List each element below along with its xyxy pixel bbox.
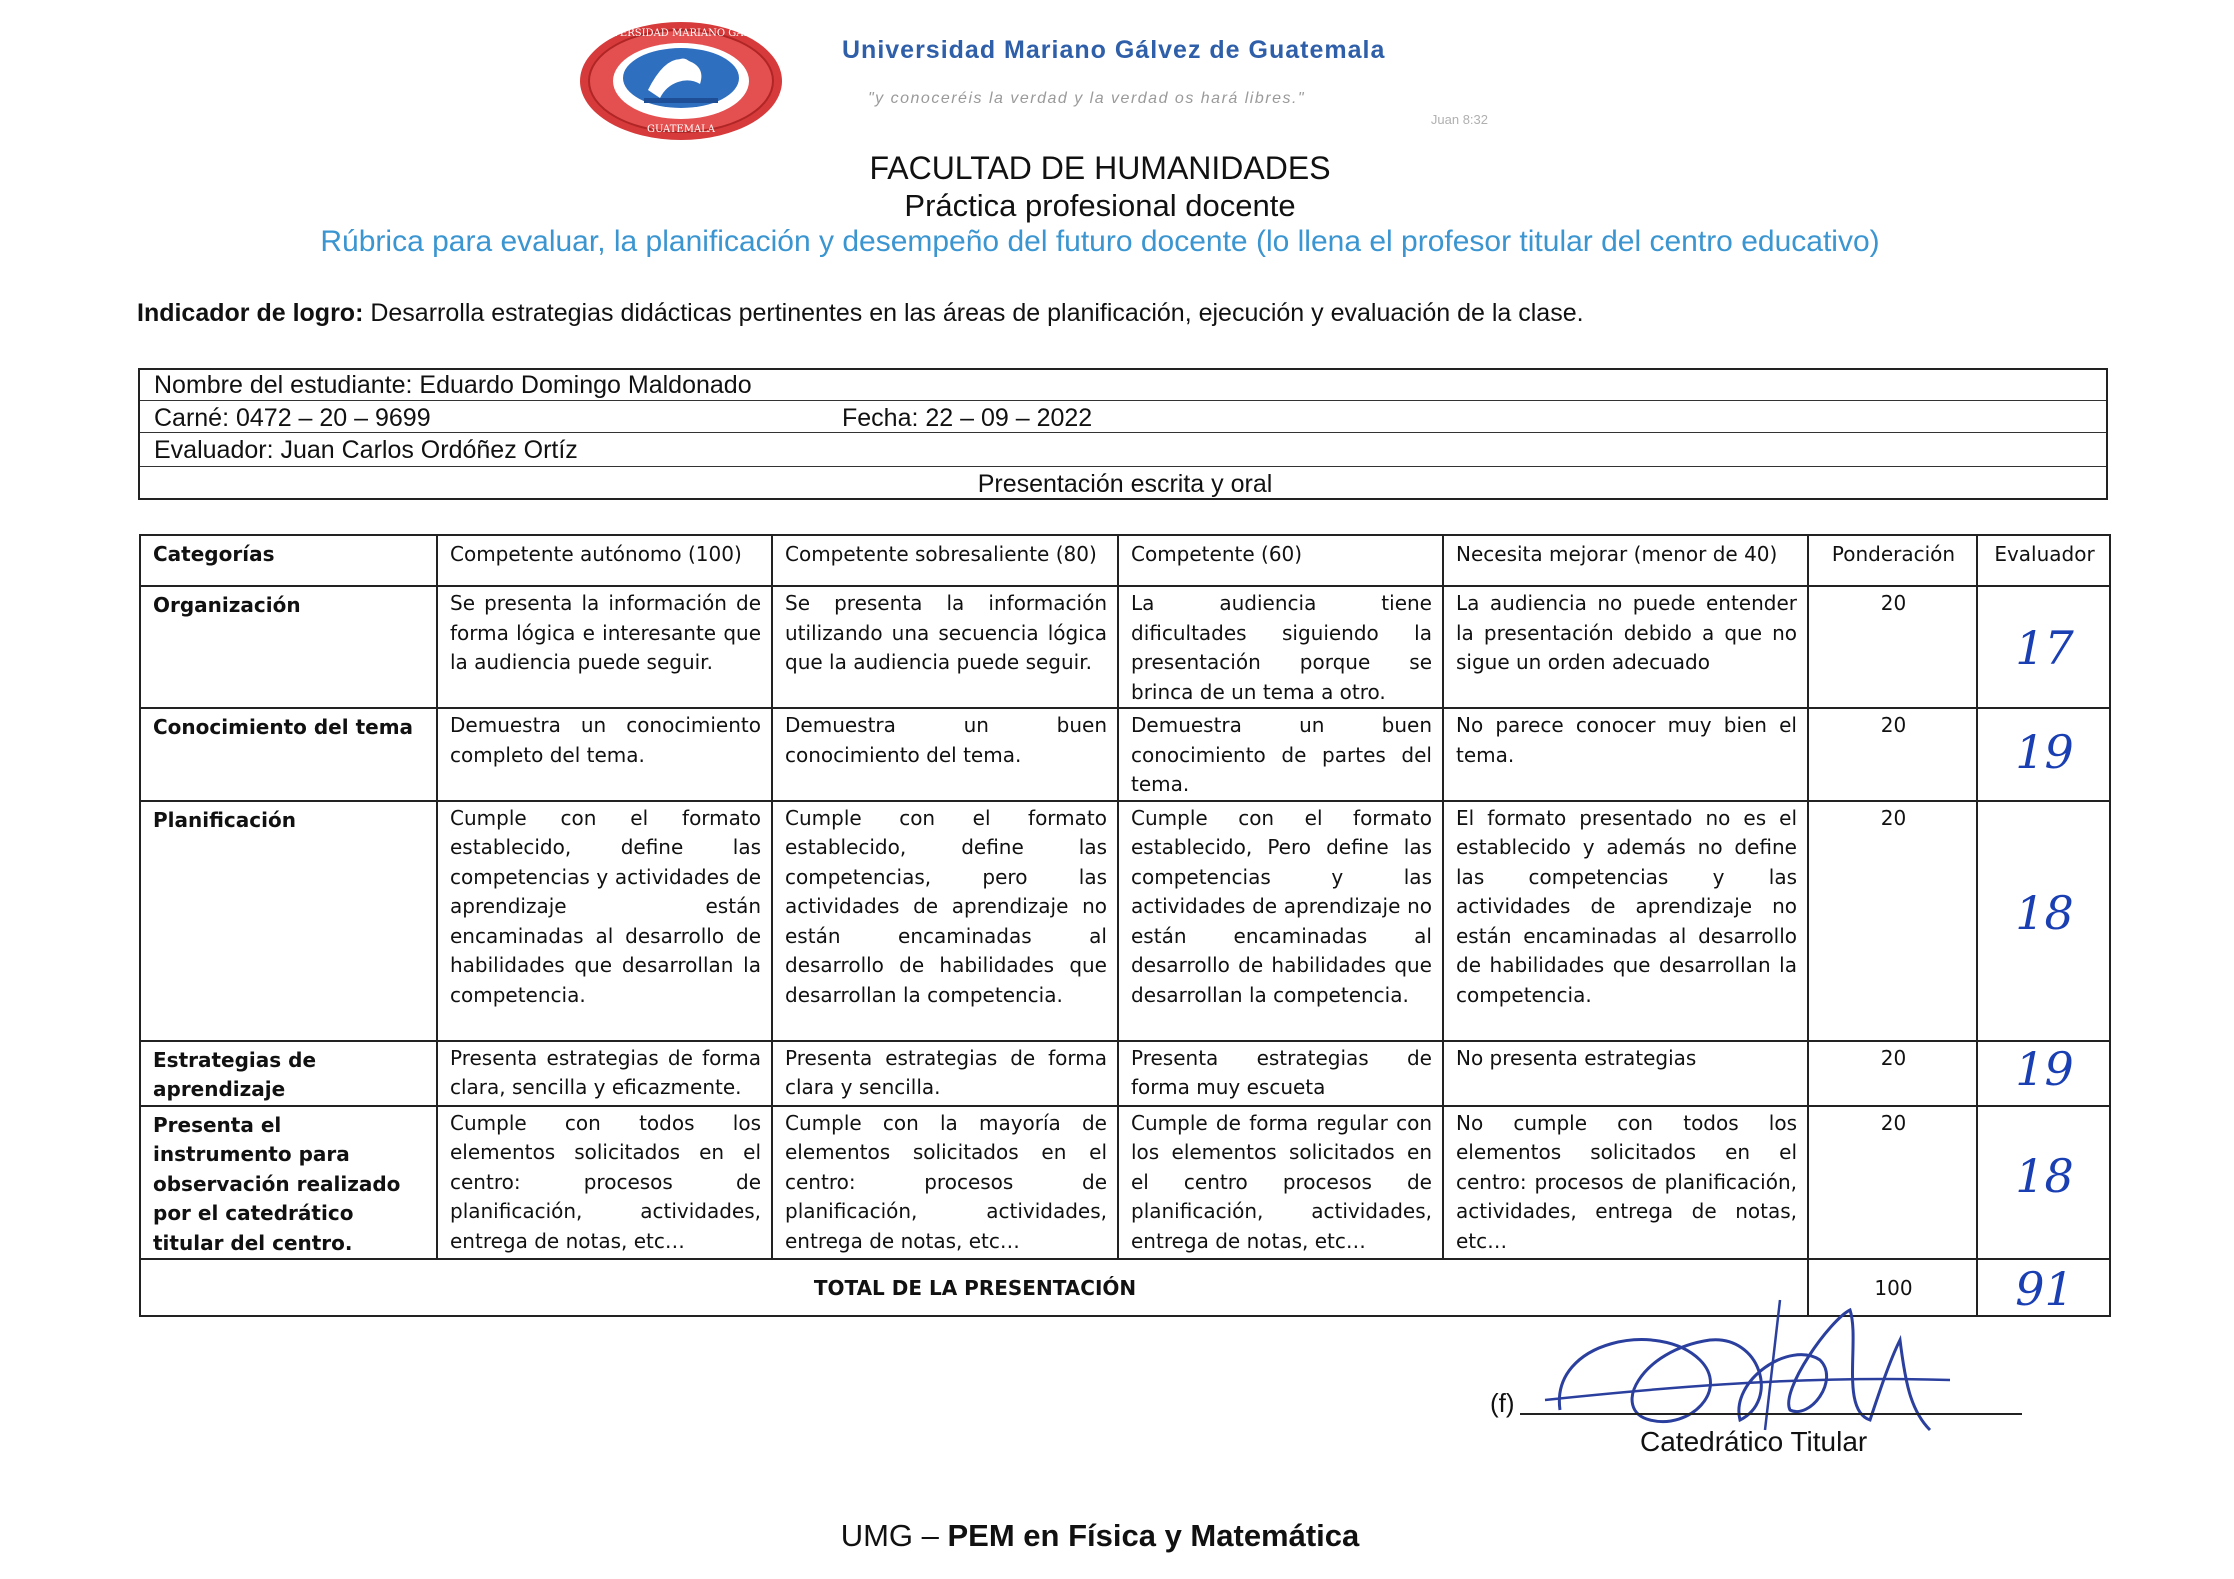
handwritten-score: 17 [2015, 621, 2074, 675]
footer-program: PEM en Física y Matemática [947, 1518, 1360, 1553]
presentation-type: Presentación escrita y oral [977, 470, 1273, 498]
evaluator-name: Evaluador: Juan Carlos Ordóñez Ortíz [154, 436, 578, 464]
cell-needs-improvement: La audiencia no puede entender la presentación debido a que no sigue un orden adecuado [1443, 586, 1808, 708]
cell-score [1977, 1041, 2110, 1106]
header-categories: Categorías [140, 535, 437, 586]
row-category: Organización [140, 586, 437, 708]
cell-needs-improvement: No presenta estrategias [1443, 1041, 1808, 1106]
cell-score [1977, 586, 2110, 708]
cell-weight: 20 [1808, 801, 1977, 1041]
table-header-row [140, 535, 2110, 586]
row-category: Conocimiento del tema [140, 708, 437, 801]
practice-subtitle: Práctica profesional docente [904, 188, 1296, 223]
cell-needs-improvement: No parece conocer muy bien el tema. [1443, 708, 1808, 801]
cell-score [1977, 708, 2110, 801]
header-evaluator: Evaluador [1977, 535, 2110, 586]
handwritten-score: 19 [2015, 725, 2074, 779]
total-weight: 100 [1808, 1259, 1977, 1316]
handwritten-score: 19 [2015, 1041, 2074, 1096]
cell-needs-improvement: No cumple con todos los elementos solicitados en el centro: procesos de planificación, actividades, entrega de notas, etc… [1443, 1106, 1808, 1260]
total-score-cell [1977, 1259, 2110, 1316]
header-weight: Ponderación [1808, 535, 1977, 586]
university-motto: "y conoceréis la verdad y la verdad os hará libres." [868, 90, 1306, 107]
page-footer [0, 1518, 2200, 1554]
handwritten-score: 18 [2015, 1148, 2074, 1203]
cell-competent: Presenta estrategias de forma muy escueta [1118, 1041, 1443, 1106]
signature-line [1520, 1413, 2022, 1415]
cell-score [1977, 801, 2110, 1041]
student-info-box [138, 368, 2108, 500]
cell-weight: 20 [1808, 586, 1977, 708]
row-category: Planificación [140, 801, 437, 1041]
table-row [140, 708, 2110, 801]
cell-competent: Cumple de forma regular con los elementos solicitados en el centro procesos de planificación, actividades, entrega de notas, etc… [1118, 1106, 1443, 1260]
header-competent: Competente (60) [1118, 535, 1443, 586]
cell-outstanding: Se presenta la información utilizando una secuencia lógica que la audiencia puede seguir. [772, 586, 1118, 708]
student-id: Carné: 0472 – 20 – 9699 [154, 404, 431, 432]
signature-title: Catedrático Titular [1640, 1426, 1868, 1457]
cell-autonomous: Cumple con el formato establecido, define las competencias y actividades de aprendizaje están encaminadas al desarrollo de habilidades que desarrollan la competencia. [437, 801, 772, 1041]
cell-needs-improvement: El formato presentado no es el establecido y además no define las competencias y las actividades de aprendizaje no están encaminadas al desarrollo de habilidades que desarrollan la competencia. [1443, 801, 1808, 1041]
handwritten-total-score: 91 [2015, 1261, 2074, 1316]
info-divider [140, 400, 2106, 401]
info-divider [140, 432, 2106, 433]
motto-reference: Juan 8:32 [1430, 112, 1488, 127]
achievement-indicator [137, 299, 2117, 328]
cell-autonomous: Demuestra un conocimiento completo del tema. [437, 708, 772, 801]
cell-competent: Cumple con el formato establecido, Pero define las competencias y las actividades de aprendizaje no están encaminadas al desarrollo de habilidades que desarrollan la competencia. [1118, 801, 1443, 1041]
header-outstanding: Competente sobresaliente (80) [772, 535, 1118, 586]
cell-weight: 20 [1808, 1041, 1977, 1106]
table-row [140, 1041, 2110, 1106]
row-category: Presenta el instrumento para observación realizado por el catedrático titular del centro. [140, 1106, 437, 1260]
handwritten-score: 18 [2015, 885, 2074, 940]
evaluation-date: Fecha: 22 – 09 – 2022 [842, 404, 1093, 432]
cell-autonomous: Se presenta la información de forma lógica e interesante que la audiencia puede seguir. [437, 586, 772, 708]
cell-autonomous: Cumple con todos los elementos solicitados en el centro: procesos de planificación, actividades, entrega de notas, etc… [437, 1106, 772, 1260]
cell-weight: 20 [1808, 708, 1977, 801]
cell-outstanding: Demuestra un buen conocimiento del tema. [772, 708, 1118, 801]
row-category: Estrategias de aprendizaje [140, 1041, 437, 1106]
svg-text:GUATEMALA: GUATEMALA [646, 124, 716, 135]
rubric-title: Rúbrica para evaluar, la planificación y desempeño del futuro docente (lo llena el profesor titular del centro educativo) [320, 225, 1880, 258]
footer-prefix: UMG – [840, 1518, 948, 1553]
cell-autonomous: Presenta estrategias de forma clara, sencilla y eficazmente. [437, 1041, 772, 1106]
header-needs-improvement: Necesita mejorar (menor de 40) [1443, 535, 1808, 586]
signature-prefix: (f) [1490, 1388, 1515, 1418]
university-name: Universidad Mariano Gálvez de Guatemala [842, 36, 1386, 64]
cell-weight: 20 [1808, 1106, 1977, 1260]
rubric-table [139, 534, 2111, 1317]
table-row [140, 1106, 2110, 1260]
faculty-title: FACULTAD DE HUMANIDADES [869, 150, 1331, 186]
cell-score [1977, 1106, 2110, 1260]
info-divider [140, 466, 2106, 467]
indicator-label: Indicador de logro: [137, 299, 364, 327]
indicator-text: Desarrolla estrategias didácticas pertinentes en las áreas de planificación, ejecución y evaluación de la clase. [363, 299, 1584, 327]
cell-outstanding: Cumple con la mayoría de elementos solicitados en el centro: procesos de planificación, actividades, entrega de notas, etc… [772, 1106, 1118, 1260]
university-seal-logo [578, 20, 784, 142]
cell-outstanding: Cumple con el formato establecido, define las competencias, pero las actividades de aprendizaje no están encaminadas al desarrollo de habilidades que desarrollan la competencia. [772, 801, 1118, 1041]
total-label: TOTAL DE LA PRESENTACIÓN [140, 1259, 1808, 1316]
cell-outstanding: Presenta estrategias de forma clara y sencilla. [772, 1041, 1118, 1106]
table-row [140, 586, 2110, 708]
cell-competent: La audiencia tiene dificultades siguiendo la presentación porque se brinca de un tema a otro. [1118, 586, 1443, 708]
table-row [140, 801, 2110, 1041]
cell-competent: Demuestra un buen conocimiento de partes del tema. [1118, 708, 1443, 801]
svg-text:UNIVERSIDAD MARIANO GALVEZ: UNIVERSIDAD MARIANO GALVEZ [591, 28, 771, 39]
student-name: Nombre del estudiante: Eduardo Domingo Maldonado [154, 371, 752, 399]
header-autonomous: Competente autónomo (100) [437, 535, 772, 586]
